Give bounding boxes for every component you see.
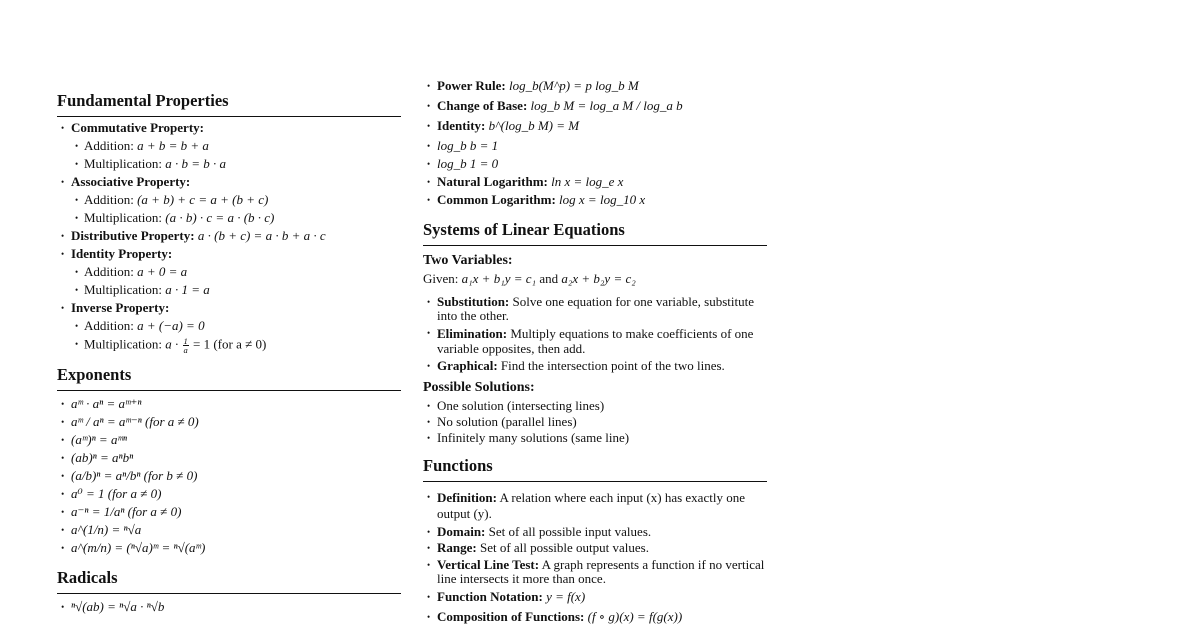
exponent-rule: • a⁻ⁿ = 1/aⁿ (for a ≠ 0) <box>57 505 401 519</box>
log-rule-natural: • Natural Logarithm: ln x = log_e x <box>423 175 767 189</box>
list-item-associative-addition: • Addition: (a + b) + c = a + (b + c) <box>57 193 401 207</box>
list-item-inverse-addition: • Addition: a + (−a) = 0 <box>57 319 401 333</box>
fundamental-properties-list <box>57 121 401 354</box>
property-label: Associative Property: <box>71 174 191 189</box>
formula: log_b(M^p) = p log_b M <box>508 78 639 93</box>
list-item-inverse <box>57 301 401 354</box>
fraction: $\frac{1}{a}$ <box>183 336 188 355</box>
method-graphical: • Graphical: Find the intersection point of the two lines. <box>423 359 767 373</box>
given-equations: Given: a₁x + b₁y = c₁ and a₂x + b₂y = c₂ <box>423 271 636 286</box>
section-functions <box>423 455 767 624</box>
list-item-identity <box>57 247 401 297</box>
list-item-associative-multiplication: • Multiplication: (a · b) · c = a · (b · c) <box>57 211 401 225</box>
exponent-rule: • aᵐ / aⁿ = aᵐ⁻ⁿ (for a ≠ 0) <box>57 415 401 429</box>
formula: a + 0 = a <box>137 264 188 279</box>
property-label: Commutative Property: <box>71 120 204 135</box>
subsection-title-two-variables: Two Variables: <box>423 253 513 268</box>
function-vertical-line-test: • Vertical Line Test: A graph represents a function if no vertical line intersects it more than once. <box>423 558 767 586</box>
property-label: Distributive Property: <box>71 228 195 243</box>
formula: log_b M = log_a M / log_a b <box>530 98 683 113</box>
property-label: Identity Property: <box>71 246 173 261</box>
log-rule-base-self <box>423 139 767 153</box>
list-item-associative <box>57 175 401 225</box>
function-composition: • Composition of Functions: (f ∘ g)(x) = f(g(x)) <box>423 610 767 624</box>
subsection-title-possible-solutions: Possible Solutions: <box>423 380 535 395</box>
right-column <box>423 79 767 624</box>
formula: a · (b + c) = a · b + a · c <box>197 228 326 243</box>
exponent-rule: • a^(1/n) = ⁿ√a <box>57 523 401 537</box>
list-item-distributive <box>57 229 401 243</box>
section-radicals <box>57 567 401 614</box>
list-item-identity-addition: • Addition: a + 0 = a <box>57 265 401 279</box>
radicals-list <box>57 600 401 614</box>
solution-item: • Infinitely many solutions (same line) <box>423 431 767 445</box>
section-title-radicals: Radicals <box>57 567 401 594</box>
property-label: Inverse Property: <box>71 300 170 315</box>
formula: a · b = b · a <box>165 156 227 171</box>
function-range: • Range: Set of all possible output values. <box>423 541 767 555</box>
log-rule-identity: • Identity: b^(log_b M) = M <box>423 119 767 133</box>
section-title-fundamental-properties: Fundamental Properties <box>57 90 401 117</box>
function-definition: • Definition: A relation where each input (x) has exactly one output (y). <box>423 490 767 522</box>
exponent-rule: • (ab)ⁿ = aⁿbⁿ <box>57 451 401 465</box>
solution-item: • One solution (intersecting lines) <box>423 399 767 413</box>
log-rule-of-one <box>423 157 767 171</box>
functions-list <box>423 490 767 624</box>
exponents-list <box>57 397 401 555</box>
formula: a · 1 = a <box>165 282 210 297</box>
formula: y = f(x) <box>546 589 586 604</box>
formula: b^(log_b M) = M <box>488 118 580 133</box>
formula: log_b 1 = 0 <box>437 156 499 171</box>
section-linear-systems <box>423 219 767 445</box>
formula: a + (−a) = 0 <box>137 318 205 333</box>
section-logarithms <box>423 79 767 207</box>
formula: log x = log_10 x <box>559 192 646 207</box>
exponent-rule: • aᵐ · aⁿ = aᵐ⁺ⁿ <box>57 397 401 411</box>
exponent-rule: • a⁰ = 1 (for a ≠ 0) <box>57 487 401 501</box>
list-item-identity-multiplication: • Multiplication: a · 1 = a <box>57 283 401 297</box>
method-substitution: • Substitution: Solve one equation for one variable, substitute into the other. <box>423 295 767 323</box>
log-rule-power: • Power Rule: log_b(M^p) = p log_b M <box>423 79 767 93</box>
left-column <box>57 90 401 614</box>
formula: (f ∘ g)(x) = f(g(x)) <box>587 609 683 624</box>
section-title-functions: Functions <box>423 455 767 482</box>
section-fundamental-properties <box>57 90 401 354</box>
possible-solutions-list <box>423 399 767 445</box>
section-title-linear-systems: Systems of Linear Equations <box>423 219 767 246</box>
formula: ln x = log_e x <box>551 174 624 189</box>
log-rule-common: • Common Logarithm: log x = log_10 x <box>423 193 767 207</box>
section-title-exponents: Exponents <box>57 364 401 391</box>
radical-rule: • ⁿ√(ab) = ⁿ√a · ⁿ√b <box>57 600 401 614</box>
solution-item: • No solution (parallel lines) <box>423 415 767 429</box>
list-item-commutative-addition: • Addition: a + b = b + a <box>57 139 401 153</box>
formula: (a · b) · c = a · (b · c) <box>165 210 275 225</box>
exponent-rule: • (a/b)ⁿ = aⁿ/bⁿ (for b ≠ 0) <box>57 469 401 483</box>
function-notation: • Function Notation: y = f(x) <box>423 590 767 604</box>
formula: (a + b) + c = a + (b + c) <box>137 192 269 207</box>
list-item-commutative-multiplication: • Multiplication: a · b = b · a <box>57 157 401 171</box>
exponent-rule: • a^(m/n) = (ⁿ√a)ᵐ = ⁿ√(aᵐ) <box>57 541 401 555</box>
formula: log_b b = 1 <box>437 138 499 153</box>
log-rule-change-of-base: • Change of Base: log_b M = log_a M / log_a b <box>423 99 767 113</box>
exponent-rule: • (aᵐ)ⁿ = aᵐⁿ <box>57 433 401 447</box>
solution-methods-list <box>423 295 767 373</box>
formula: a + b = b + a <box>137 138 209 153</box>
method-elimination: • Elimination: Multiply equations to make coefficients of one variable opposites, then add. <box>423 326 767 356</box>
function-domain: • Domain: Set of all possible input values. <box>423 525 767 539</box>
list-item-commutative <box>57 121 401 171</box>
section-exponents <box>57 364 401 555</box>
list-item-inverse-multiplication: • Multiplication: a · $\frac{1}{a}$ = 1 (for a ≠ 0) <box>57 337 401 354</box>
logarithm-list <box>423 79 767 207</box>
